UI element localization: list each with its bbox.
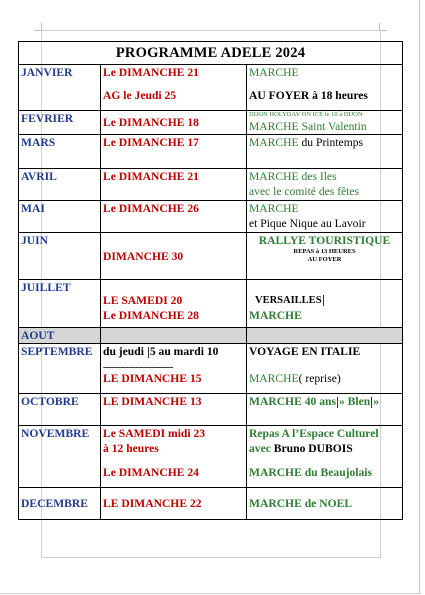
activity-line: avec le comité des fêtes <box>249 185 360 198</box>
month-cell: AVRIL <box>19 169 101 201</box>
date-line: Le DIMANCHE 24 <box>103 466 199 479</box>
activity-text: de NOEL <box>304 497 353 510</box>
month-cell: NOVEMBRE <box>19 426 101 488</box>
activity-line <box>249 394 400 409</box>
activity-line: MARCHE Saint Valentin <box>249 120 367 133</box>
activity-line: MARCHE <box>249 309 302 322</box>
date-line: à 12 heures <box>103 442 159 455</box>
activity-line: AU FOYER à 18 heures <box>249 89 368 102</box>
activity-line <box>249 441 400 456</box>
month-cell: JUILLET <box>19 280 101 328</box>
date-cell: Le DIMANCHE 17 <box>101 135 247 169</box>
activity-cell <box>247 426 403 488</box>
date-cell: DIMANCHE 30 <box>101 233 247 280</box>
margin-corner-mark <box>379 23 380 30</box>
table-row-juin <box>19 233 403 280</box>
activity-line: VOYAGE EN ITALIE <box>249 345 361 358</box>
activity-text: MARCHE <box>249 497 305 510</box>
activity-line <box>249 293 400 308</box>
activity-line: REPAS à 13 HEURES <box>293 248 356 255</box>
table-row-janvier <box>19 65 403 111</box>
date-cell <box>101 328 247 344</box>
activity-cell <box>247 65 403 111</box>
table-row-decembre <box>19 488 403 520</box>
activity-cell <box>247 169 403 201</box>
activity-line: RALLYE TOURISTIQUE <box>258 234 391 247</box>
activity-line <box>249 216 400 231</box>
month-cell: AOUT <box>19 328 101 344</box>
table-row-mai <box>19 201 403 233</box>
activity-text: VERSAILLES <box>255 295 322 306</box>
date-cell <box>101 65 247 111</box>
date-cell: Le DIMANCHE 26 <box>101 201 247 233</box>
activity-text: Bruno DUBOIS <box>273 442 353 455</box>
activity-text: MARCHE <box>249 136 299 149</box>
dashed-separator: ---------------------------- <box>103 363 173 371</box>
activity-text: Pique Nique au Lavoir <box>260 217 366 230</box>
activity-text: du Printemps <box>298 136 364 149</box>
activity-line: MARCHE <box>249 66 299 79</box>
date-text: du jeudi <box>103 345 147 358</box>
date-cell: Le DIMANCHE 21 <box>101 169 247 201</box>
margin-corner-mark <box>34 30 41 31</box>
activity-line <box>249 465 400 480</box>
activity-note: DIJON HOLYDAY ON ICE le 10 à DIJON <box>249 111 363 118</box>
date-line <box>103 344 244 359</box>
programme-table <box>18 41 403 520</box>
table-row-mars <box>19 135 403 169</box>
date-cell <box>101 426 247 488</box>
table-row-aout <box>19 328 403 344</box>
activity-cell <box>247 488 403 520</box>
activity-text: et <box>249 217 261 230</box>
table-row-avril <box>19 169 403 201</box>
activity-cell <box>247 344 403 394</box>
month-cell: MAI <box>19 201 101 233</box>
activity-line <box>249 371 400 386</box>
text-cursor <box>323 295 324 306</box>
date-line: Le SAMEDI midi 23 <box>103 427 206 440</box>
table-title: PROGRAMME ADELE 2024 <box>19 42 403 65</box>
date-line: Le DIMANCHE 21 <box>103 66 199 79</box>
activity-line <box>249 135 400 150</box>
table-row-juillet <box>19 280 403 328</box>
date-cell: Le DIMANCHE 18 <box>101 111 247 135</box>
activity-cell <box>247 201 403 233</box>
activity-text: avec <box>249 442 274 455</box>
margin-corner-mark <box>380 30 387 31</box>
activity-line: AU FOYER <box>307 256 342 263</box>
activity-cell <box>247 280 403 328</box>
activity-line: MARCHE <box>249 202 299 215</box>
month-cell: FEVRIER <box>19 111 101 135</box>
table-row-novembre <box>19 426 403 488</box>
activity-text: » <box>373 395 380 408</box>
activity-text: » Blen <box>338 395 371 408</box>
text-cursor <box>337 397 338 408</box>
month-cell: DECEMBRE <box>19 488 101 520</box>
text-cursor <box>148 347 149 358</box>
date-line: Le DIMANCHE 28 <box>103 309 199 322</box>
date-cell <box>101 280 247 328</box>
month-cell: JANVIER <box>19 65 101 111</box>
activity-cell <box>247 111 403 135</box>
date-line: LE SAMEDI 20 <box>103 294 183 307</box>
activity-cell <box>247 328 403 344</box>
date-cell: LE DIMANCHE 13 <box>101 394 247 426</box>
month-cell: SEPTEMBRE <box>19 344 101 394</box>
table-row-fevrier <box>19 111 403 135</box>
month-cell: MARS <box>19 135 101 169</box>
margin-corner-mark <box>41 23 42 30</box>
date-cell <box>101 344 247 394</box>
title-row <box>19 42 403 65</box>
activity-text: ( reprise) <box>298 372 341 385</box>
date-text: 5 au mardi 10 <box>149 345 219 358</box>
activity-text: MARCHE 40 ans <box>249 395 336 408</box>
activity-cell <box>247 135 403 169</box>
activity-cell <box>247 233 403 280</box>
date-line: AG le Jeudi 25 <box>103 89 177 102</box>
activity-text: MARCHE <box>249 372 299 385</box>
table-row-octobre <box>19 394 403 426</box>
date-line: LE DIMANCHE 15 <box>103 372 202 385</box>
date-cell: LE DIMANCHE 22 <box>101 488 247 520</box>
activity-line <box>249 496 400 511</box>
month-cell: OCTOBRE <box>19 394 101 426</box>
activity-line: MARCHE des Iles <box>249 170 337 183</box>
month-cell: JUIN <box>19 233 101 280</box>
activity-line: Repas A l’Espace Culturel <box>249 427 379 440</box>
activity-text: du Beaujolais <box>304 466 373 479</box>
table-row-septembre <box>19 344 403 394</box>
activity-text: MARCHE <box>249 466 305 479</box>
activity-cell <box>247 394 403 426</box>
